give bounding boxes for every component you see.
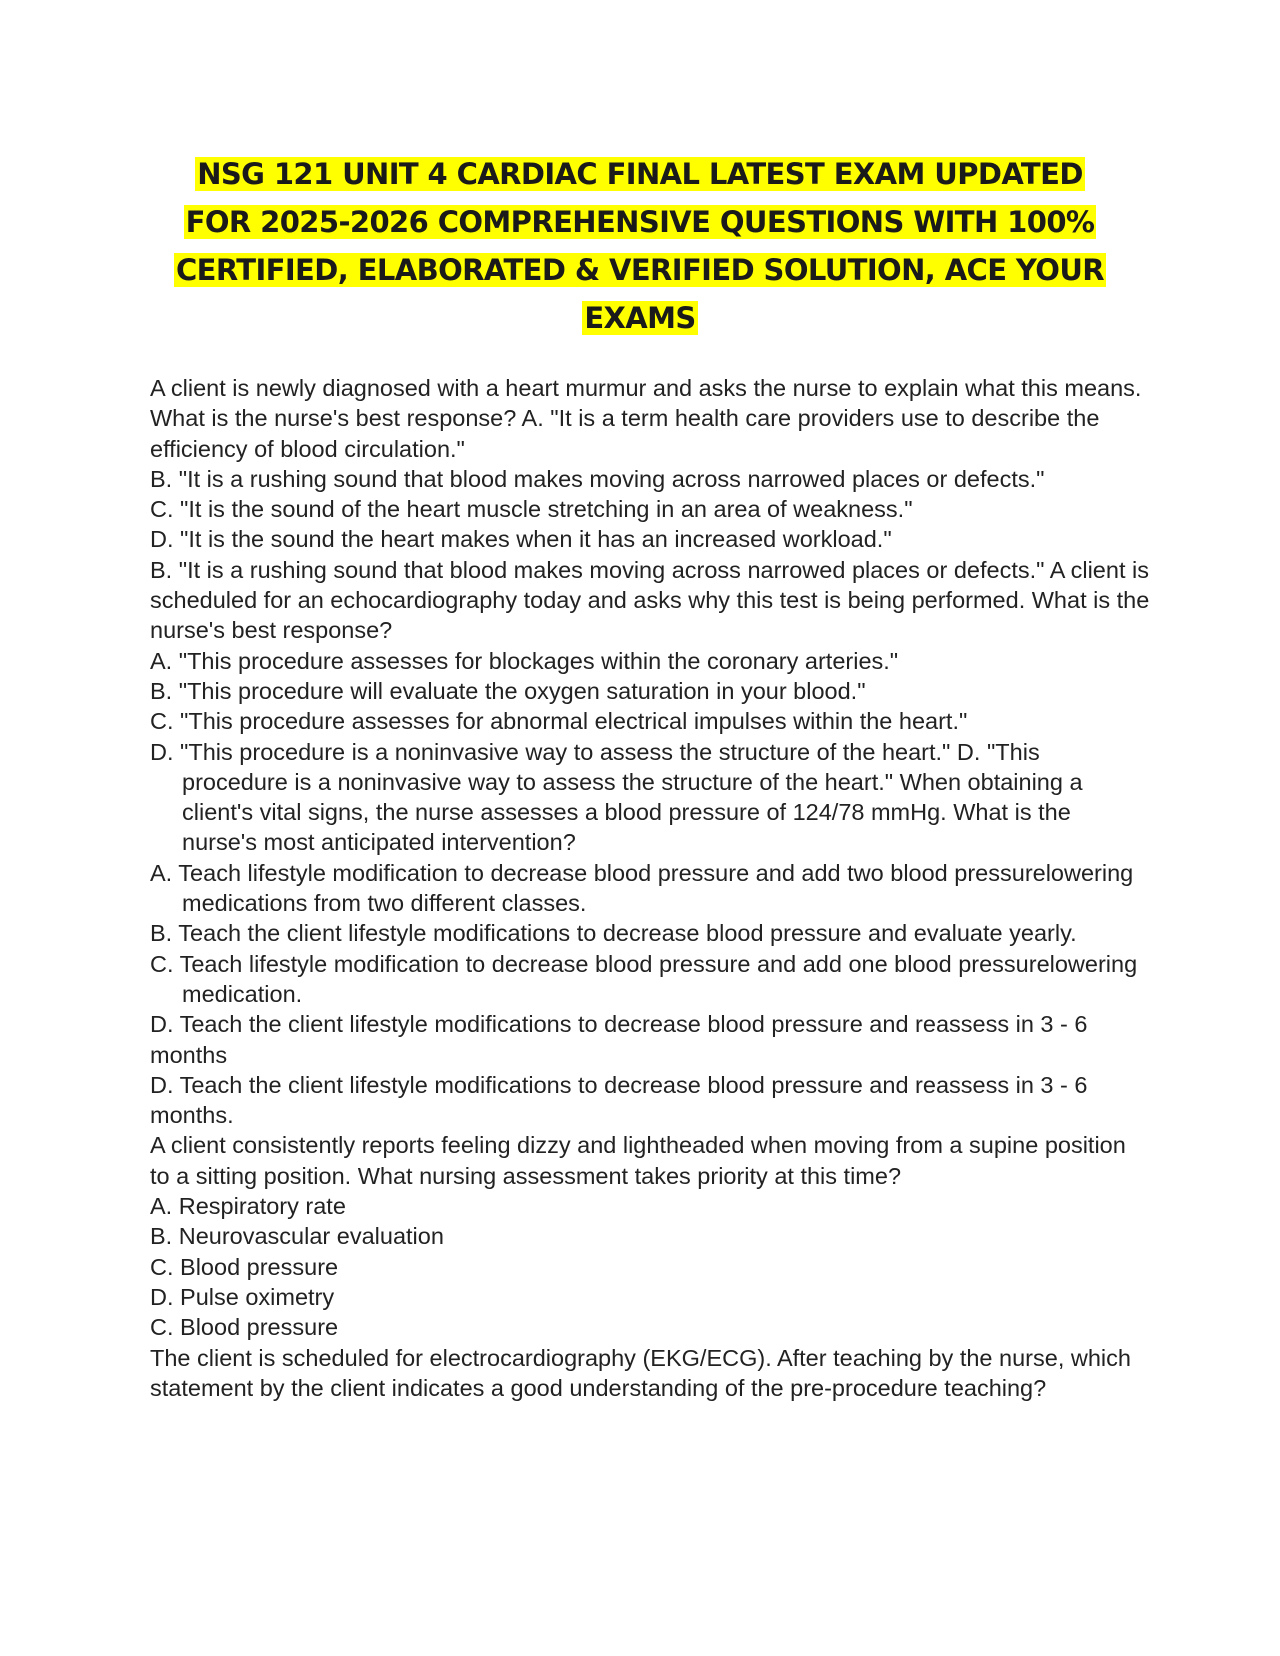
answer-option: C. "It is the sound of the heart muscle stretching in an area of weakness." (150, 496, 913, 523)
answer-option: C. Teach lifestyle modification to decrease blood pressure and add one blood pressurelowering medication. (150, 950, 1138, 1007)
title-line (150, 246, 1130, 294)
answer-option: A. Respiratory rate (150, 1193, 346, 1220)
title-line (150, 198, 1130, 246)
question-paragraph: A client is newly diagnosed with a heart murmur and asks the nurse to explain what this means. What is the nurse's best response? A. "It is a term health care providers use to describe the efficiency of blood circulation." (150, 375, 1142, 462)
answer-option: C. Blood pressure (150, 1253, 339, 1280)
document-title (150, 150, 1130, 342)
question-paragraph: The client is scheduled for electrocardiography (EKG/ECG). After teaching by the nurse, which statement by the client indicates a good understanding of the pre-procedure teaching? (150, 1344, 1131, 1401)
answer-option: B. "This procedure will evaluate the oxygen saturation in your blood." (150, 677, 866, 704)
answer-option: D. Pulse oximetry (150, 1283, 335, 1310)
answer-option: D. "It is the sound the heart makes when it has an increased workload." (150, 526, 892, 553)
answer-option: B. Neurovascular evaluation (150, 1223, 444, 1250)
answer-and-question: D. "This procedure is a noninvasive way to assess the structure of the heart." D. "This procedure is a noninvasive way to assess the structure of the heart." When obtaining a client's vital signs, the nurse assesses a blood pressure of 124/78 mmHg. What is the nurse's most anticipated intervention? (150, 738, 1083, 856)
title-line (150, 150, 1130, 198)
answer-option: B. "It is a rushing sound that blood makes moving across narrowed places or defects." (150, 465, 1045, 492)
title-text: EXAMS (584, 301, 696, 335)
correct-answer: C. Blood pressure (150, 1314, 339, 1341)
document-body (150, 373, 1150, 1403)
answer-option: A. "This procedure assesses for blockages within the coronary arteries." (150, 647, 899, 674)
title-line (150, 294, 1130, 342)
correct-answer: D. Teach the client lifestyle modifications to decrease blood pressure and reassess in 3 - 6 months. (150, 1071, 1088, 1129)
title-text: CERTIFIED, ELABORATED & VERIFIED SOLUTION, ACE YOUR (175, 253, 1105, 287)
answer-and-question: B. "It is a rushing sound that blood makes moving across narrowed places or defects." A client is scheduled for an echocardiography today and asks why this test is being performed. What is the nurse's best response? (150, 556, 1150, 644)
answer-option: A. Teach lifestyle modification to decrease blood pressure and add two blood pressurelowering medications from two different classes. (150, 859, 1134, 917)
answer-option: C. "This procedure assesses for abnormal electrical impulses within the heart." (150, 708, 968, 735)
answer-option: B. Teach the client lifestyle modifications to decrease blood pressure and evaluate yearly. (150, 920, 1077, 947)
title-text: NSG 121 UNIT 4 CARDIAC FINAL LATEST EXAM UPDATED (197, 157, 1083, 191)
answer-option: D. Teach the client lifestyle modifications to decrease blood pressure and reassess in 3 - 6 months (150, 1011, 1088, 1068)
question-paragraph: A client consistently reports feeling dizzy and lightheaded when moving from a supine position to a sitting position. What nursing assessment takes priority at this time? (150, 1132, 1126, 1189)
title-text: FOR 2025-2026 COMPREHENSIVE QUESTIONS WITH 100% (185, 205, 1095, 239)
